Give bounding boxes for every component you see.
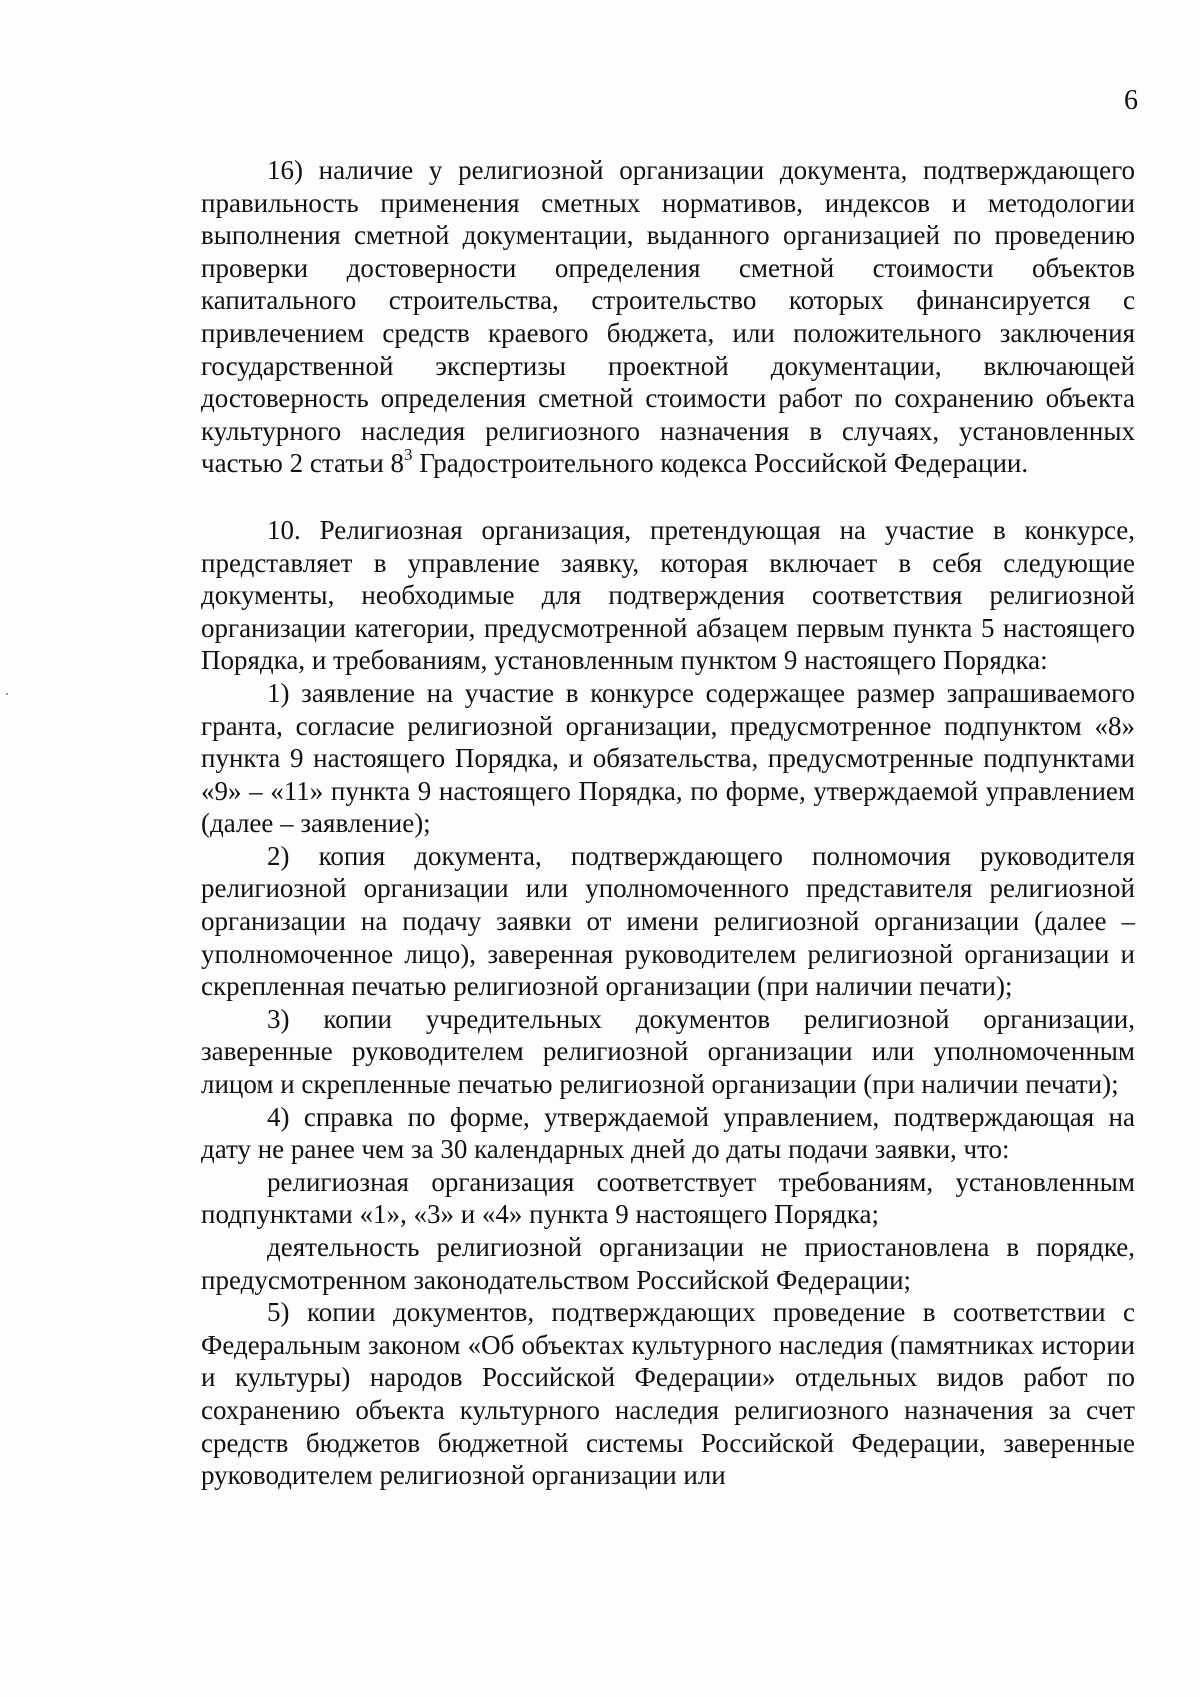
paragraph-item-16: [201, 154, 1135, 480]
paragraph-sub-4: 4) справка по форме, утверждаемой управлением, подтверждающая на дату не ранее чем за 30 календарных дней до даты подачи заявки, что:: [201, 1101, 1135, 1165]
paragraph-sub-1: 1) заявление на участие в конкурсе содержащее размер запрашиваемого гранта, согласие религиозной организации, предусмотренное подпунктом «8» пункта 9 настоящего Порядка, и обязательства, предусмотренные подпунктами «9» – «11» пункта 9 настоящего Порядка, по форме, утверждаемой управлением (далее – заявление);: [201, 677, 1135, 839]
paragraph-10: 10. Религиозная организация, претендующая на участие в конкурсе, представляет в управление заявку, которая включает в себя следующие документы, необходимые для подтверждения соответствия религиозной организации категории, предусмотренной абзацем первым пункта 5 настоящего Порядка, и требованиям, установленным пунктом 9 настоящего Порядка:: [201, 514, 1135, 676]
page-number: 6: [1124, 85, 1138, 116]
paragraph-sub-2: 2) копия документа, подтверждающего полномочия руководителя религиозной организации или уполномоченного представителя религиозной организации на подачу заявки от имени религиозной организации (далее – уполномоченное лицо), заверенная руководителем религиозной организации и скрепленная печатью религиозной организации (при наличии печати);: [201, 840, 1135, 1002]
paragraph-sub-4-a: религиозная организация соответствует требованиям, установленным подпунктами «1», «3» и «4» пункта 9 настоящего Порядка;: [201, 1166, 1135, 1230]
item-16-text: 16) наличие у религиозной организации документа, подтверждающего правильность применения сметных нормативов, индексов и методологии выполнения сметной документации, выданного организацией по проведению проверки достоверности определения сметной стоимости объектов капитального строительства, строительство которых финансируется с привлечением средств краевого бюджета, или положительного заключения государственной экспертизы проектной документации, включающей достоверность определения сметной стоимости работ по сохранению объекта культурного наследия религиозного назначения в случаях, установленных частью 2 статьи 8: [201, 155, 1135, 479]
paragraph-gap: [201, 480, 1135, 514]
paragraph-sub-5: 5) копии документов, подтверждающих проведение в соответствии с Федеральным законом «Об объектах культурного наследия (памятниках истории и культуры) народов Российской Федерации» отдельных видов работ по сохранению объекта культурного наследия религиозного назначения за счет средств бюджетов бюджетной системы Российской Федерации, заверенные руководителем религиозной организации или: [201, 1297, 1135, 1491]
superscript: 3: [404, 445, 413, 465]
paragraph-sub-3: 3) копии учредительных документов религиозной организации, заверенные руководителем религиозной организации или уполномоченным лицом и скрепленные печатью религиозной организации (при наличии печати);: [201, 1003, 1135, 1100]
paragraph-sub-4-b: деятельность религиозной организации не приостановлена в порядке, предусмотренном законодательством Российской Федерации;: [201, 1232, 1135, 1295]
scan-speck: [6, 693, 8, 695]
item-16-text-end: Градостроительного кодекса Российской Федерации.: [412, 448, 1029, 479]
document-body: [201, 154, 1135, 1492]
